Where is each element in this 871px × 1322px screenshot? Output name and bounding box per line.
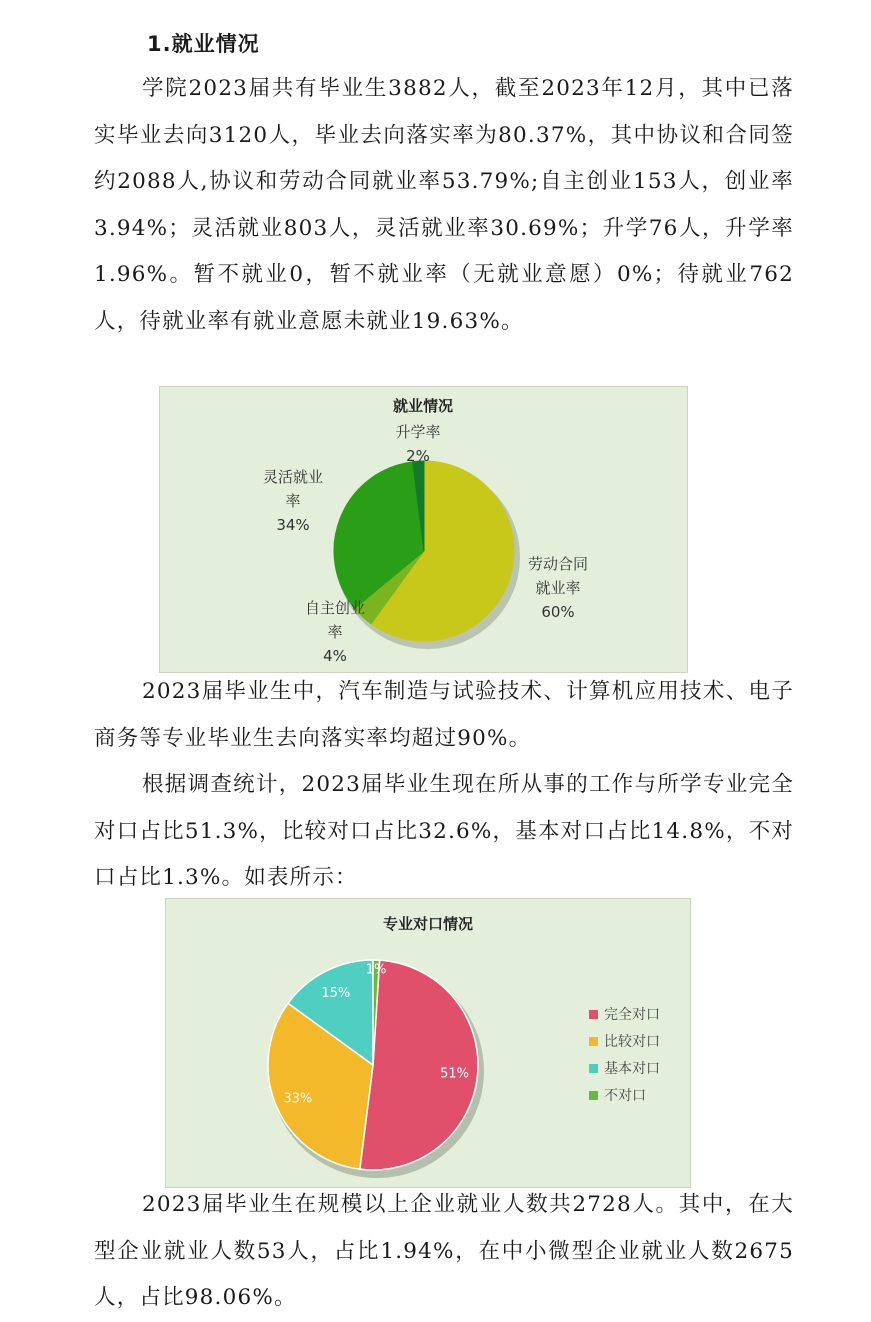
paragraph-employment-summary: 学院2023届共有毕业生3882人，截至2023年12月，其中已落实毕业去向3120人，毕业去向落实率为80.37%，其中协议和合同签约2088人,协议和劳动合同就业率53.79%;自主创业153人，创业率3.94%；灵活就业803人，灵活就业率30.69%；升学76人，升学率1.96%。暂不就业0，暂不就业率（无就业意愿）0%；待就业762人，待就业率有就业意愿未就业19.63%。 xyxy=(94,76,794,334)
chart-title: 专业对口情况 xyxy=(382,915,474,933)
employment-pie-chart xyxy=(159,386,688,673)
pie-data-label: 15% xyxy=(321,986,351,1002)
pie-data-label: 就业率 xyxy=(535,579,581,597)
legend-entry: 比较对口 xyxy=(604,1034,660,1050)
paragraph-enterprise-employment: 2023届毕业生在规模以上企业就业人数共2728人。其中，在大型企业就业人数53人，占比1.94%，在中小微型企业就业人数2675人，占比98.06%。 xyxy=(94,1192,794,1310)
paragraph-major-placement: 2023届毕业生中，汽车制造与试验技术、计算机应用技术、电子商务等专业毕业生去向落实率均超过90%。 xyxy=(94,679,794,751)
legend-swatch xyxy=(589,1010,598,1019)
pie-data-label: 60% xyxy=(541,603,575,621)
legend-swatch xyxy=(589,1064,598,1073)
employment-pie-svg xyxy=(160,387,687,672)
paragraph-major-match: 根据调查统计，2023届毕业生现在所从事的工作与所学专业完全对口占比51.3%，比较对口占比32.6%，基本对口占比14.8%，不对口占比1.3%。如表所示： xyxy=(94,772,794,890)
pie-data-label: 4% xyxy=(323,647,347,665)
legend-swatch xyxy=(589,1091,598,1100)
major-match-pie-chart xyxy=(165,898,691,1188)
section-heading: 1.就业情况 xyxy=(147,32,260,56)
pie-data-label: 34% xyxy=(276,516,310,534)
pie-data-label: 1% xyxy=(365,962,387,978)
legend-entry: 不对口 xyxy=(604,1088,646,1104)
pie-data-label: 自主创业 xyxy=(304,599,366,617)
legend-entry: 完全对口 xyxy=(604,1007,660,1023)
pie-data-label: 51% xyxy=(440,1066,469,1082)
pie-data-label: 率 xyxy=(327,623,343,641)
pie-data-label: 33% xyxy=(283,1091,313,1107)
pie-data-label: 升学率 xyxy=(395,423,441,441)
pie-data-label: 2% xyxy=(406,447,430,465)
legend-entry: 基本对口 xyxy=(604,1061,660,1077)
pie-data-label: 率 xyxy=(285,492,301,510)
pie-data-label: 劳动合同 xyxy=(527,555,589,573)
legend-swatch xyxy=(589,1037,598,1046)
chart-title: 就业情况 xyxy=(392,397,454,415)
pie-data-label: 灵活就业 xyxy=(262,468,324,486)
major-match-pie-svg xyxy=(166,899,690,1187)
